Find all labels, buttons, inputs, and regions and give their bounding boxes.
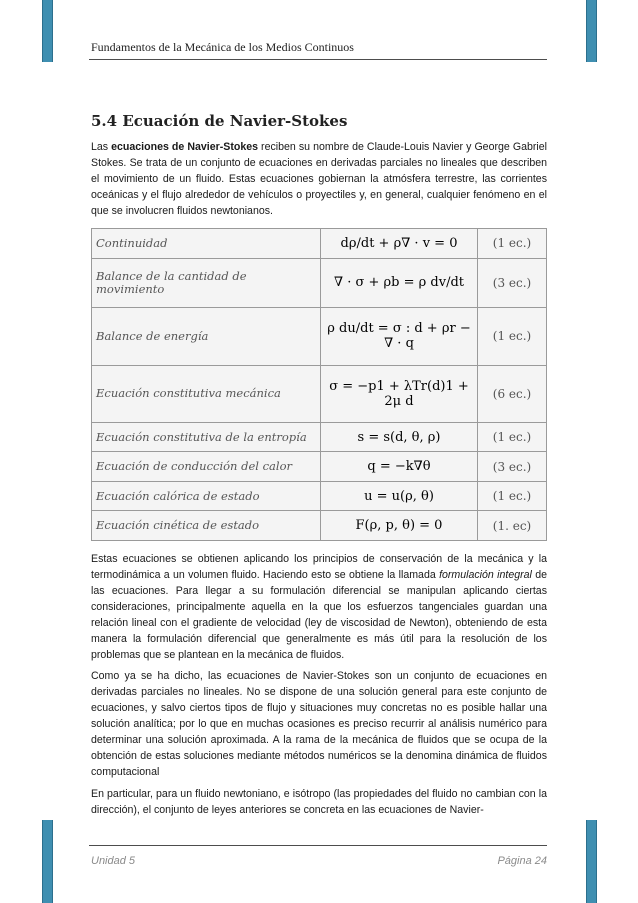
equation-formula: ρ du/dt = σ : d + ρr − ∇ · q	[321, 308, 478, 365]
equation-count: (3 ec.)	[478, 258, 547, 308]
equation-count: (6 ec.)	[478, 365, 547, 422]
section-title: 5.4 Ecuación de Navier-Stokes	[91, 112, 348, 130]
header-rule	[89, 59, 547, 60]
edge-bar-top-right	[586, 0, 597, 62]
equation-formula: q = −k∇θ	[321, 452, 478, 482]
equation-row	[92, 452, 547, 482]
p1-bold-term: ecuaciones de Navier-Stokes	[111, 141, 258, 153]
edge-bar-bottom-right	[586, 820, 597, 903]
edge-bar-top-left	[42, 0, 53, 62]
equation-count: (1 ec.)	[478, 229, 547, 259]
edge-bar-bottom-left	[42, 820, 53, 903]
equation-row	[92, 481, 547, 511]
equation-name: Ecuación cinética de estado	[92, 511, 321, 541]
p2-italic-term: formulación integral	[439, 569, 532, 581]
equation-row	[92, 308, 547, 365]
equation-formula: s = s(d, θ, ρ)	[321, 422, 478, 452]
equation-formula: σ = −p1 + λTr(d)1 + 2μ d	[321, 365, 478, 422]
equation-count: (1 ec.)	[478, 481, 547, 511]
p1-rest: reciben su nombre de Claude-Louis Navier y George Gabriel Stokes. Se trata de un conjunto de ecuaciones en derivadas parciales no lineales que describen el movimiento de un fluido. Estas ecuaciones gobiernan la atmósfera terrestre, las corrientes oceánicas y el flujo alrededor de vehículos o proyectiles y, en general, cualquier fenómeno en el que se involucren fluidos newtonianos.	[91, 141, 547, 217]
equation-formula: F(ρ, p, θ) = 0	[321, 511, 478, 541]
equation-formula: ∇ · σ + ρb = ρ dv/dt	[321, 258, 478, 308]
equation-row	[92, 229, 547, 259]
equation-formula: dρ/dt + ρ∇ · v = 0	[321, 229, 478, 259]
paragraph-newtonian: En particular, para un fluido newtoniano, e isótropo (las propiedades del fluido no cambian con la dirección), el conjunto de leyes anteriores se concreta en las ecuaciones de Navier-	[91, 788, 547, 816]
equation-row	[92, 365, 547, 422]
equation-row	[92, 422, 547, 452]
equations-table	[91, 228, 547, 541]
equation-count: (1 ec.)	[478, 308, 547, 365]
p1-lead: Las	[91, 141, 112, 153]
equation-name: Ecuación de conducción del calor	[92, 452, 321, 482]
equation-name: Balance de la cantidad de movimiento	[92, 258, 321, 308]
p2-part-a: Estas ecuaciones se obtienen aplicando los principios de conservación de la mecánica y la termodinámica a un volumen fluido. Haciendo esto se obtiene la llamada	[91, 553, 547, 581]
equation-formula: u = u(ρ, θ)	[321, 481, 478, 511]
equation-name: Ecuación calórica de estado	[92, 481, 321, 511]
paragraph-formulation	[91, 551, 547, 663]
equation-count: (1 ec.)	[478, 422, 547, 452]
equation-count: (3 ec.)	[478, 452, 547, 482]
p2-part-b: de las ecuaciones. Para llegar a su formulación diferencial se manipulan aplicando ciertas consideraciones, principalmente aquella en la que los esfuerzos tangenciales guardan una relación lineal con el gradiente de velocidad (ley de viscosidad de Newton), obteniendo de esta manera la formulación diferencial que generalmente es más útil para la resolución de los problemas que se plantean en la mecánica de fluidos.	[91, 569, 547, 661]
equation-name: Ecuación constitutiva mecánica	[92, 365, 321, 422]
equations-body	[92, 229, 547, 541]
paragraph-numerical: Como ya se ha dicho, las ecuaciones de Navier-Stokes son un conjunto de ecuaciones en derivadas parciales no lineales. No se dispone de una solución general para este conjunto de ecuaciones, y salvo ciertos tipos de flujo y situaciones muy concretas no es posible hallar una solución analítica; por lo que en muchas ocasiones es preciso recurrir al análisis numérico para determinar una solución aproximada. A la rama de la mecánica de fluidos que se ocupa de la obtención de estas soluciones mediante métodos numéricos se la denomina dinámica de fluidos computacional	[91, 670, 547, 778]
equation-row	[92, 258, 547, 308]
equation-row	[92, 511, 547, 541]
equation-name: Balance de energía	[92, 308, 321, 365]
footer-unit: Unidad 5	[91, 855, 136, 867]
equation-name: Ecuación constitutiva de la entropía	[92, 422, 321, 452]
running-header: Fundamentos de la Mecánica de los Medios Continuos	[91, 40, 354, 54]
footer-page-number: Página 24	[497, 855, 547, 867]
paragraph-intro	[91, 139, 547, 219]
equation-count: (1. ec)	[478, 511, 547, 541]
footer-rule	[89, 845, 547, 846]
equation-name: Continuidad	[92, 229, 321, 259]
